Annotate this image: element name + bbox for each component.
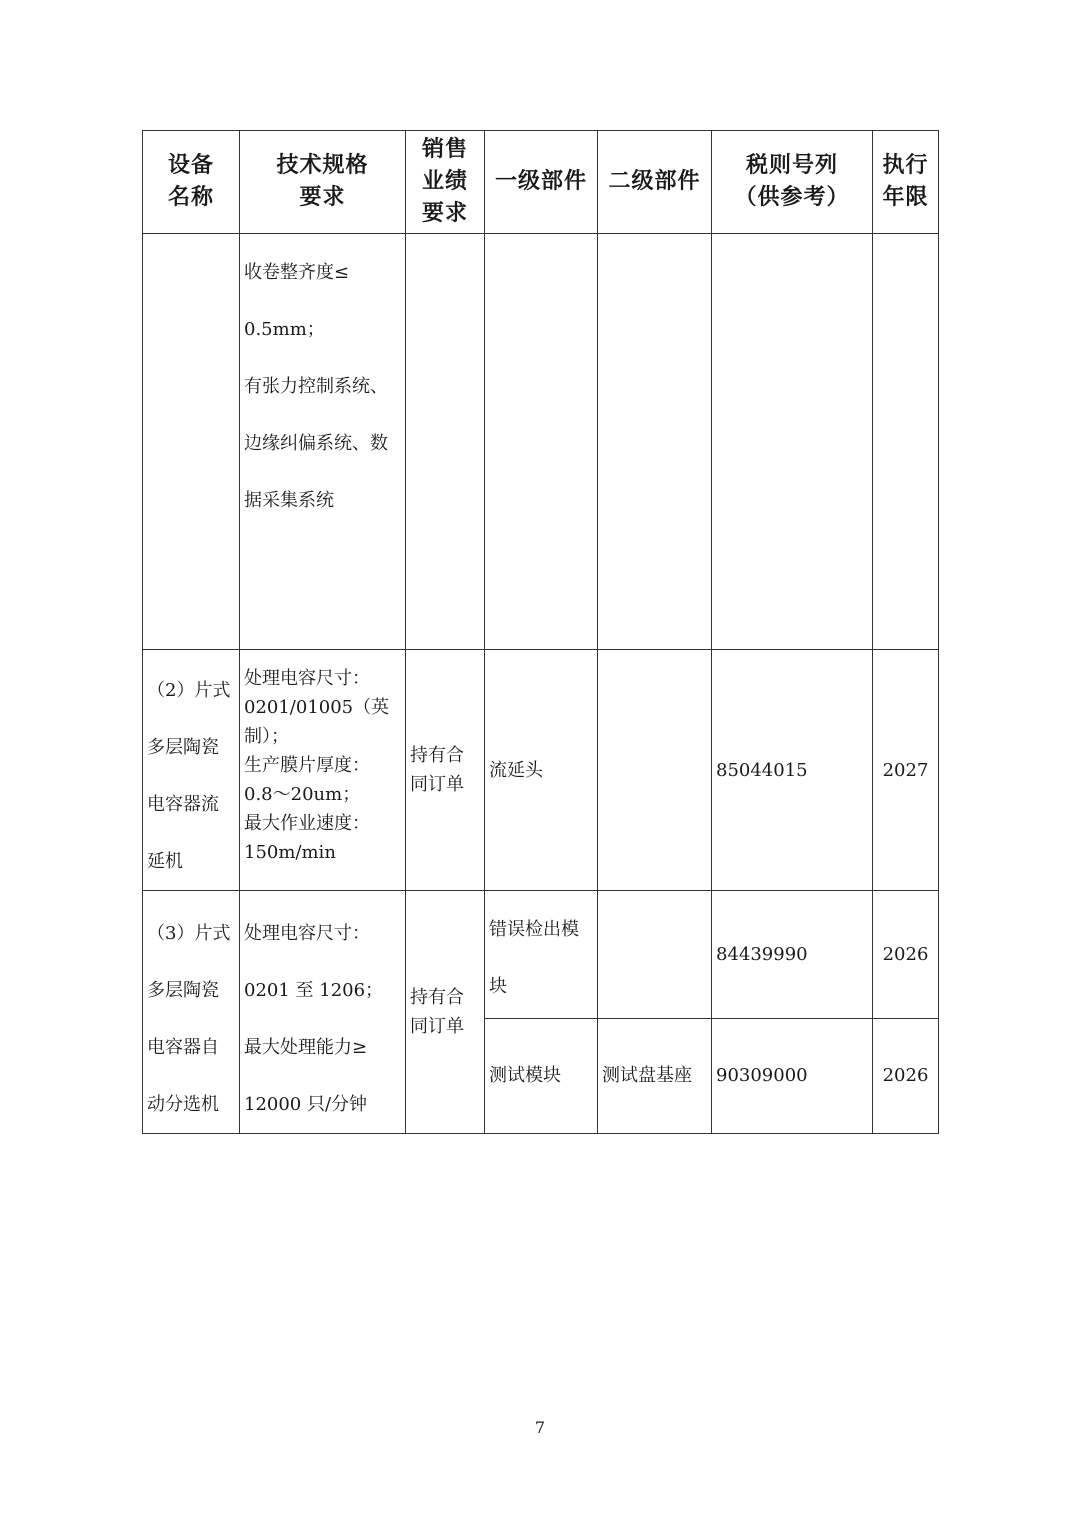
- cell-tariff: 84439990: [712, 891, 873, 1019]
- cell-tariff: 85044015: [712, 650, 873, 891]
- cell-term: 2026: [873, 1018, 939, 1133]
- cell-sales: 持有合 同订单: [406, 891, 485, 1134]
- cell-tariff: [712, 234, 873, 650]
- equipment-table: [142, 130, 939, 1134]
- header-level1: 一级部件: [485, 131, 598, 234]
- page-number: 7: [534, 1418, 546, 1437]
- cell-level1: 流延头: [485, 650, 598, 891]
- header-sales: 销售 业绩 要求: [406, 131, 485, 234]
- header-level2: 二级部件: [598, 131, 712, 234]
- cell-sales: [406, 234, 485, 650]
- cell-tariff: 90309000: [712, 1018, 873, 1133]
- cell-device-name: （3）片式 多层陶瓷 电容器自 动分选机: [143, 891, 240, 1134]
- cell-tech-spec: 处理电容尺寸： 0201 至 1206； 最大处理能力≥ 12000 只/分钟: [240, 891, 406, 1134]
- cell-level2: [598, 234, 712, 650]
- table-row: [143, 891, 939, 1019]
- cell-tech-spec: 处理电容尺寸： 0201/01005（英 制）； 生产膜片厚度： 0.8～20um； 最大作业速度： 150m/min: [240, 650, 406, 891]
- header-term: 执行 年限: [873, 131, 939, 234]
- cell-level2: [598, 650, 712, 891]
- cell-level1: 测试模块: [485, 1018, 598, 1133]
- header-row: [143, 131, 939, 234]
- cell-level2: [598, 891, 712, 1019]
- cell-device-name: （2）片式 多层陶瓷 电容器流 延机: [143, 650, 240, 891]
- cell-term: 2027: [873, 650, 939, 891]
- cell-sales: 持有合 同订单: [406, 650, 485, 891]
- cell-level1: [485, 234, 598, 650]
- cell-term: 2026: [873, 891, 939, 1019]
- cell-tech-spec: 收卷整齐度≤ 0.5mm； 有张力控制系统、 边缘纠偏系统、数 据采集系统: [240, 234, 406, 650]
- table-row: [143, 234, 939, 650]
- cell-term: [873, 234, 939, 650]
- cell-device-name: [143, 234, 240, 650]
- header-tech-spec: 技术规格 要求: [240, 131, 406, 234]
- table-row: [143, 650, 939, 891]
- header-tariff: 税则号列 （供参考）: [712, 131, 873, 234]
- cell-level2: 测试盘基座: [598, 1018, 712, 1133]
- cell-level1: 错误检出模 块: [485, 891, 598, 1019]
- header-device-name: 设备 名称: [143, 131, 240, 234]
